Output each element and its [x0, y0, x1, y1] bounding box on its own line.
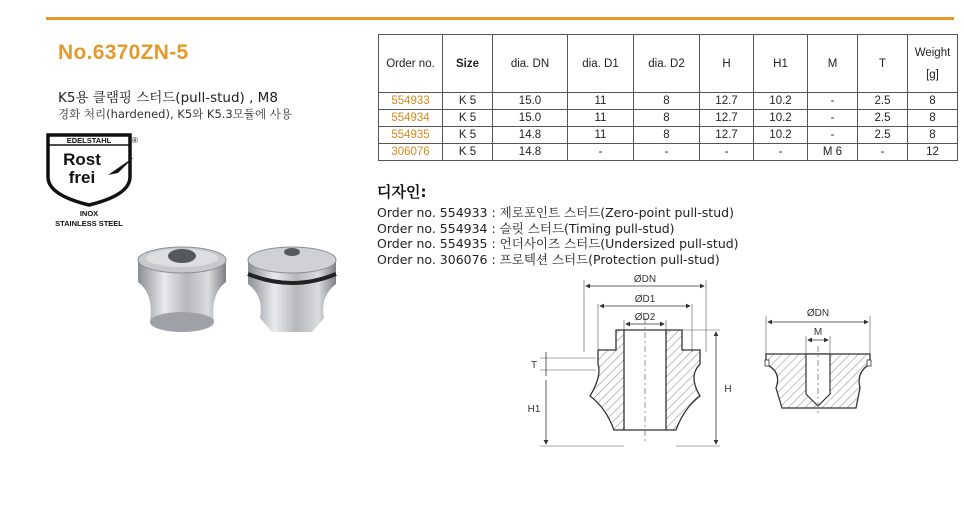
badge-line2: frei	[68, 168, 96, 187]
pull-stud-photo-icon	[130, 222, 360, 342]
col-dia-d2: dia. D2	[634, 35, 700, 93]
col-dia-dn: dia. DN	[493, 35, 568, 93]
table-header-row	[379, 35, 958, 93]
dim-dn-label: ØDN	[633, 274, 657, 285]
dim-m-label: M	[813, 327, 823, 338]
dim-d1-label: ØD1	[634, 294, 656, 305]
list-item: Order no. 306076 : 프로텍션 스터드(Protection pull-stud)	[377, 251, 720, 267]
dim-h-label: H	[724, 384, 732, 395]
list-item: Order no. 554935 : 언더사이즈 스터드(Undersized pull-stud)	[377, 236, 739, 251]
badge-inox: INOX	[79, 209, 99, 218]
order-no-cell: 554933	[379, 93, 443, 110]
col-dia-d1: dia. D1	[568, 35, 634, 93]
design-list	[377, 205, 739, 267]
spec-table	[378, 34, 958, 161]
col-t: T	[858, 35, 908, 93]
dim-h1-label: H1	[527, 404, 541, 415]
order-no-cell: 554935	[379, 127, 443, 144]
col-m: M	[808, 35, 858, 93]
product-title: No.6370ZN-5	[58, 41, 189, 64]
col-weight: Weight [g]	[908, 35, 958, 93]
table-row: 306076 K 5 14.8 - - - - M 6 - 12	[379, 144, 958, 161]
design-heading: 디자인:	[377, 183, 427, 201]
stud-left	[138, 247, 226, 332]
col-size: Size	[443, 35, 493, 93]
col-h1: H1	[754, 35, 808, 93]
col-h: H	[700, 35, 754, 93]
stud-right	[248, 247, 336, 332]
table-row: 554935 K 5 14.8 11 8 12.7 10.2 - 2.5 8	[379, 127, 958, 144]
product-photo	[130, 222, 360, 342]
section-right	[765, 308, 871, 414]
table-row: 554933 K 5 15.0 11 8 12.7 10.2 - 2.5 8	[379, 93, 958, 110]
dim-d2-label: ØD2	[634, 312, 656, 323]
order-no-cell: 306076	[379, 144, 443, 161]
order-no-cell: 554934	[379, 110, 443, 127]
table-row: 554934 K 5 15.0 11 8 12.7 10.2 - 2.5 8	[379, 110, 958, 127]
rostfrei-badge	[42, 133, 142, 233]
registered-mark: ®	[132, 136, 138, 145]
product-subtitle: K5용 클램핑 스터드(pull-stud) , M8	[58, 90, 278, 106]
section-left	[528, 274, 732, 446]
section-drawing-icon	[520, 268, 930, 468]
rostfrei-badge-icon	[42, 133, 142, 233]
product-description: 경화 처리(hardened), K5와 K5.3모듈에 사용	[58, 107, 292, 121]
dim-t-label: T	[530, 360, 538, 371]
badge-stainless: STAINLESS STEEL	[55, 219, 123, 228]
col-order-no: Order no.	[379, 35, 443, 93]
technical-drawing	[520, 268, 930, 468]
badge-top-text: EDELSTAHL	[66, 136, 112, 145]
list-item: Order no. 554934 : 슬릿 스터드(Timing pull-stud)	[377, 220, 675, 236]
badge-line1: Rost	[63, 150, 101, 169]
dim-dn2-label: ØDN	[806, 308, 830, 319]
list-item: Order no. 554933 : 제로포인트 스터드(Zero-point pull-stud)	[377, 205, 734, 220]
header-accent-line	[46, 17, 954, 20]
